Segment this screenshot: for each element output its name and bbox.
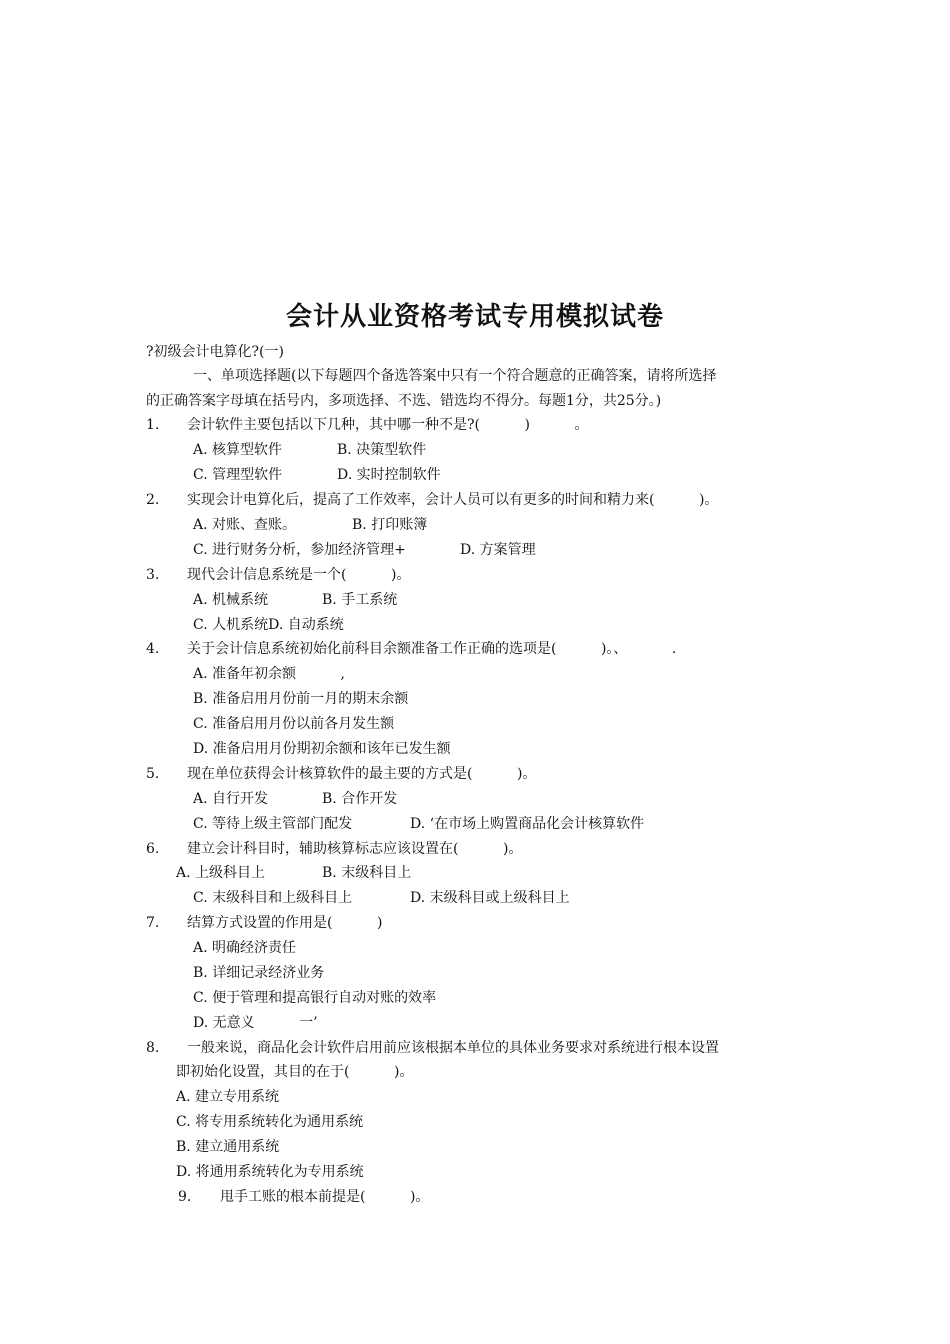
option: B. 决策型软件 — [337, 442, 427, 458]
question-number: 2. — [146, 492, 160, 508]
question-stem: 会计软件主要包括以下几种，其中哪一种不是?( ) 。 — [187, 417, 589, 433]
question-number: 7. — [146, 915, 160, 931]
question-number: 5. — [146, 766, 160, 782]
option: C. 将专用系统转化为通用系统 — [176, 1114, 364, 1130]
option: C. 准备启用月份以前各月发生额 — [193, 716, 395, 732]
option: C. 等待上级主管部门配发 — [193, 816, 353, 832]
question-number: 9. — [178, 1189, 192, 1205]
option: D. 方案管理 — [460, 542, 536, 558]
question-stem: 实现会计电算化后，提高了工作效率，会计人员可以有更多的时间和精力来( )。 — [187, 492, 719, 508]
option: B. 末级科目上 — [322, 865, 412, 881]
option: A. 准备年初余额 , — [193, 666, 345, 682]
option: B. 详细记录经济业务 — [193, 965, 325, 981]
question-stem: 现在单位获得会计核算软件的最主要的方式是( )。 — [187, 766, 537, 782]
option: D. ‘在市场上购置商品化会计核算软件 — [410, 816, 645, 832]
instructions-line-2: 的正确答案字母填在括号内，多项选择、不选、错选均不得分。每题1分，共25分。) — [146, 393, 662, 409]
option: D. 无意义 一’ — [193, 1015, 318, 1031]
option: B. 手工系统 — [322, 592, 398, 608]
option: A. 上级科目上 — [176, 865, 266, 881]
instructions-line-1: 一、单项选择题(以下每题四个备选答案中只有一个符合题意的正确答案，请将所选择 — [193, 368, 717, 384]
option: D. 实时控制软件 — [337, 467, 441, 483]
question-number: 4. — [146, 641, 160, 657]
option: C. 管理型软件 — [193, 467, 283, 483]
option: D. 将通用系统转化为专用系统 — [176, 1164, 364, 1180]
question-stem: 甩手工账的根本前提是( )。 — [220, 1189, 430, 1205]
question-stem: 一般来说，商品化会计软件启用前应该根据本单位的具体业务要求对系统进行根本设置 — [187, 1040, 719, 1056]
option: A. 对账、查账。 — [193, 517, 297, 533]
subtitle: ?初级会计电算化?(一) — [146, 344, 284, 360]
question-stem: 关于会计信息系统初始化前科目余额准备工作正确的选项是( )。、 . — [187, 641, 677, 657]
option: C. 末级科目和上级科目上 — [193, 890, 353, 906]
option: A. 明确经济责任 — [193, 940, 297, 956]
option: B. 合作开发 — [322, 791, 398, 807]
option: C. 便于管理和提高银行自动对账的效率 — [193, 990, 437, 1006]
option: C. 人机系统D. 自动系统 — [193, 617, 344, 633]
option: B. 建立通用系统 — [176, 1139, 280, 1155]
option: C. 进行财务分析，参加经济管理+ — [193, 542, 406, 558]
question-stem: 现代会计信息系统是一个( )。 — [187, 567, 411, 583]
option: B. 准备启用月份前一月的期末余额 — [193, 691, 409, 707]
option: A. 核算型软件 — [193, 442, 283, 458]
question-stem: 结算方式设置的作用是( ) — [187, 915, 383, 931]
option: D. 末级科目或上级科目上 — [410, 890, 570, 906]
question-number: 6. — [146, 841, 160, 857]
option: D. 准备启用月份期初余额和该年已发生额 — [193, 741, 451, 757]
option: A. 机械系统 — [193, 592, 269, 608]
option: A. 建立专用系统 — [176, 1089, 280, 1105]
question-number: 1. — [146, 417, 160, 433]
question-number: 3. — [146, 567, 160, 583]
question-stem-continued: 即初始化设置，其目的在于( )。 — [176, 1064, 414, 1080]
question-number: 8. — [146, 1040, 160, 1056]
option: A. 自行开发 — [193, 791, 269, 807]
option: B. 打印账簿 — [352, 517, 428, 533]
question-stem: 建立会计科目时，辅助核算标志应该设置在( )。 — [187, 841, 523, 857]
page-title: 会计从业资格考试专用模拟试卷 — [285, 302, 664, 332]
